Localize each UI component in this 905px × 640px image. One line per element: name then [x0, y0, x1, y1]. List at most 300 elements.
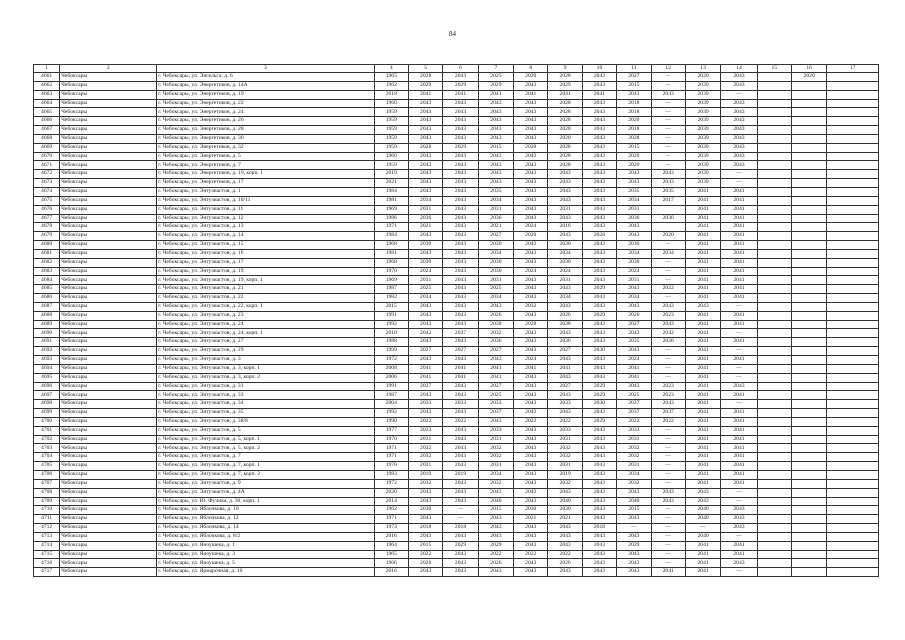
table-cell: 2043 — [617, 285, 651, 294]
table-cell: 2029 — [548, 81, 582, 90]
table-cell: 2028 — [548, 126, 582, 135]
table-cell: 2025 — [478, 391, 513, 400]
table-cell: Чебоксары — [60, 276, 157, 285]
table-cell: Чебоксары — [60, 90, 157, 99]
table-cell: Чебоксары — [60, 117, 157, 126]
table-cell: 2017 — [651, 196, 685, 205]
table-cell: 2043 — [514, 568, 548, 577]
table-cell: 1959 — [374, 143, 408, 152]
table-row — [34, 187, 879, 196]
table-cell: 2041 — [685, 426, 720, 435]
table-cell: 2043 — [514, 258, 548, 267]
table-cell: — — [651, 126, 685, 135]
table-cell — [791, 373, 826, 382]
table-cell: — — [721, 170, 757, 179]
table-cell: 2030 — [548, 241, 582, 250]
table-cell: Чебоксары — [60, 453, 157, 462]
table-cell: 2043 — [408, 126, 442, 135]
table-cell: 2043 — [408, 515, 442, 524]
table-cell: 2043 — [582, 462, 616, 471]
table-cell: 4673 — [34, 179, 60, 188]
table-cell: 2034 — [617, 196, 651, 205]
table-cell: 2031 — [408, 205, 442, 214]
table-cell: 2032 — [478, 479, 513, 488]
table-row — [34, 126, 879, 135]
table-row — [34, 515, 879, 524]
table-cell: 2031 — [478, 205, 513, 214]
table-cell: Чебоксары — [60, 426, 157, 435]
table-cell — [827, 506, 879, 515]
table-cell: 2043 — [548, 302, 582, 311]
table-cell: 2028 — [582, 232, 616, 241]
table-cell — [791, 382, 826, 391]
table-row — [34, 559, 879, 568]
table-cell: 2026 — [548, 311, 582, 320]
table-cell — [757, 382, 791, 391]
table-cell: 1970 — [374, 435, 408, 444]
table-cell: 2043 — [443, 488, 478, 497]
table-row — [34, 444, 879, 453]
table-cell: 2041 — [685, 479, 720, 488]
table-cell: 1965 — [374, 550, 408, 559]
table-cell: 2041 — [685, 391, 720, 400]
table-cell: 2018 — [582, 524, 616, 533]
table-cell — [827, 550, 879, 559]
table-cell: 2029 — [617, 541, 651, 550]
table-cell: 2037 — [617, 409, 651, 418]
table-cell: 4661 — [34, 73, 60, 82]
table-cell: 2043 — [443, 241, 478, 250]
table-cell: 2028 — [548, 99, 582, 108]
table-cell: 2041 — [685, 241, 720, 250]
table-cell: 2043 — [478, 356, 513, 365]
table-cell: 2043 — [408, 532, 442, 541]
table-cell: 2018 — [443, 524, 478, 533]
table-cell: 2032 — [408, 479, 442, 488]
table-cell: — — [721, 347, 757, 356]
table-cell: 2043 — [582, 99, 616, 108]
table-cell: 2018 — [617, 108, 651, 117]
table-cell: 4711 — [34, 515, 60, 524]
table-cell: 2041 — [721, 294, 757, 303]
table-cell: 2043 — [617, 347, 651, 356]
table-row — [34, 223, 879, 232]
table-cell: 2043 — [617, 382, 651, 391]
table-cell: — — [651, 276, 685, 285]
table-cell — [757, 417, 791, 426]
table-cell: г. Чебоксары, ул. Энтузиастов, д. 5, корп. 1 — [157, 435, 374, 444]
table-cell — [791, 170, 826, 179]
table-cell: 2043 — [408, 497, 442, 506]
table-cell: 2043 — [582, 532, 616, 541]
table-cell: 2029 — [443, 541, 478, 550]
table-cell: г. Чебоксары, ул. Энтузиастов, д. 13 — [157, 223, 374, 232]
table-cell: 2040 — [685, 506, 720, 515]
table-cell: 2028 — [408, 143, 442, 152]
table-cell: 2024 — [514, 223, 548, 232]
table-cell: 2041 — [721, 223, 757, 232]
table-cell: 2040 — [685, 515, 720, 524]
table-cell: 2043 — [721, 524, 757, 533]
table-cell: 1959 — [374, 126, 408, 135]
table-row — [34, 214, 879, 223]
table-cell: 1982 — [374, 294, 408, 303]
table-cell: 2037 — [478, 409, 513, 418]
table-cell — [827, 329, 879, 338]
table-cell: 2041 — [685, 214, 720, 223]
table-cell: 2043 — [651, 497, 685, 506]
table-cell: 2022 — [548, 417, 582, 426]
table-cell: 2029 — [478, 541, 513, 550]
table-cell: 2043 — [582, 320, 616, 329]
table-cell: 2043 — [721, 161, 757, 170]
table-cell: 2043 — [514, 338, 548, 347]
table-cell — [791, 285, 826, 294]
table-cell: 4672 — [34, 170, 60, 179]
housing-register-table — [33, 64, 879, 577]
table-cell: 2034 — [478, 249, 513, 258]
table-cell: 2043 — [721, 134, 757, 143]
table-cell: г. Чебоксары, ул. Энергетиков, д. 17 — [157, 179, 374, 188]
table-cell: 2022 — [514, 417, 548, 426]
table-cell: 2043 — [514, 99, 548, 108]
table-cell: 1962 — [374, 81, 408, 90]
table-cell — [757, 241, 791, 250]
table-cell: — — [721, 497, 757, 506]
table-cell: — — [651, 435, 685, 444]
table-cell: 2043 — [514, 347, 548, 356]
table-cell: 1970 — [374, 267, 408, 276]
table-cell: 2043 — [582, 196, 616, 205]
table-cell: Чебоксары — [60, 196, 157, 205]
table-cell: 2043 — [651, 90, 685, 99]
column-number: 2 — [60, 65, 157, 73]
table-row — [34, 179, 879, 188]
table-cell: 2043 — [408, 320, 442, 329]
table-cell: 2033 — [478, 426, 513, 435]
table-cell: 2030 — [548, 506, 582, 515]
table-cell: 2023 — [651, 382, 685, 391]
table-cell — [827, 515, 879, 524]
column-number: 3 — [157, 65, 374, 73]
table-cell: 2021 — [374, 179, 408, 188]
table-cell — [791, 311, 826, 320]
table-cell: г. Чебоксары, ул. Энтузиастов, д. 19 — [157, 267, 374, 276]
table-cell: 2024 — [514, 267, 548, 276]
table-cell: Чебоксары — [60, 338, 157, 347]
table-cell — [827, 241, 879, 250]
table-cell — [651, 205, 685, 214]
table-cell: 2043 — [548, 232, 582, 241]
table-cell: 2043 — [617, 302, 651, 311]
table-cell: 2043 — [514, 241, 548, 250]
table-cell — [757, 179, 791, 188]
table-cell: 2043 — [478, 302, 513, 311]
table-cell: 2043 — [548, 488, 582, 497]
table-cell: 2043 — [514, 373, 548, 382]
table-cell: 2039 — [685, 117, 720, 126]
table-cell: 2043 — [514, 400, 548, 409]
table-cell: 4693 — [34, 356, 60, 365]
table-cell: 2043 — [548, 329, 582, 338]
table-cell: 1984 — [374, 232, 408, 241]
table-row — [34, 462, 879, 471]
table-row — [34, 108, 879, 117]
table-cell: 4687 — [34, 302, 60, 311]
table-cell — [827, 187, 879, 196]
table-cell: 1973 — [374, 524, 408, 533]
table-cell: 2043 — [582, 550, 616, 559]
table-cell: 2029 — [582, 391, 616, 400]
table-cell: г. Чебоксары, ул. Энергетиков, д. 19 — [157, 90, 374, 99]
table-cell: 2043 — [548, 187, 582, 196]
table-cell: 2043 — [408, 488, 442, 497]
table-row — [34, 196, 879, 205]
table-cell: 2021 — [478, 223, 513, 232]
table-cell — [791, 205, 826, 214]
column-number: 13 — [685, 65, 720, 73]
table-cell — [827, 426, 879, 435]
table-cell — [827, 541, 879, 550]
table-cell: 2041 — [721, 470, 757, 479]
table-cell: 2026 — [548, 559, 582, 568]
table-cell — [827, 249, 879, 258]
table-cell: — — [651, 73, 685, 82]
table-cell: 2043 — [651, 302, 685, 311]
table-cell: — — [651, 267, 685, 276]
table-cell: 2043 — [582, 249, 616, 258]
column-number-row — [34, 65, 879, 73]
table-cell: 2043 — [582, 541, 616, 550]
table-cell — [827, 285, 879, 294]
table-cell: 2043 — [514, 249, 548, 258]
table-cell: 2040 — [478, 497, 513, 506]
table-cell: 2043 — [514, 409, 548, 418]
table-cell: 2032 — [617, 453, 651, 462]
table-cell: 2028 — [548, 161, 582, 170]
table-cell: 2028 — [548, 108, 582, 117]
table-cell — [827, 409, 879, 418]
table-cell: 2041 — [685, 347, 720, 356]
column-number: 9 — [548, 65, 582, 73]
table-cell: 4715 — [34, 550, 60, 559]
table-cell: 2033 — [408, 426, 442, 435]
table-cell: Чебоксары — [60, 417, 157, 426]
table-cell: г. Чебоксары, ул. Энтузиастов, д. 11 — [157, 205, 374, 214]
table-cell: 2043 — [651, 488, 685, 497]
table-cell: 2041 — [721, 435, 757, 444]
table-cell: 2041 — [617, 90, 651, 99]
table-cell: 1971 — [374, 444, 408, 453]
table-cell: 2043 — [548, 196, 582, 205]
table-cell: 2043 — [443, 462, 478, 471]
table-cell — [757, 143, 791, 152]
table-cell: 2031 — [408, 276, 442, 285]
table-cell: 1959 — [374, 134, 408, 143]
table-cell — [827, 568, 879, 577]
table-cell: 2032 — [408, 444, 442, 453]
table-cell: 4704 — [34, 453, 60, 462]
table-cell: 2041 — [685, 338, 720, 347]
table-cell: 2041 — [617, 364, 651, 373]
table-cell — [791, 214, 826, 223]
table-cell: г. Чебоксары, ул. Энтузиастов, д. 3 — [157, 356, 374, 365]
table-cell — [757, 329, 791, 338]
table-cell: 2040 — [548, 497, 582, 506]
table-cell: г. Чебоксары, ул. Энтузиастов, д. 7, корп. 1 — [157, 462, 374, 471]
table-cell — [791, 196, 826, 205]
table-cell: 2035 — [617, 338, 651, 347]
table-cell: 2041 — [721, 276, 757, 285]
table-cell — [757, 232, 791, 241]
table-cell: Чебоксары — [60, 205, 157, 214]
table-cell: 2043 — [478, 488, 513, 497]
table-cell: 2041 — [685, 276, 720, 285]
table-cell — [757, 462, 791, 471]
table-row — [34, 391, 879, 400]
table-cell: 1984 — [374, 187, 408, 196]
table-cell — [827, 99, 879, 108]
table-cell: 2043 — [443, 435, 478, 444]
table-cell: 2043 — [478, 515, 513, 524]
table-cell: 2037 — [651, 409, 685, 418]
table-cell: 2033 — [478, 400, 513, 409]
table-cell: 4689 — [34, 320, 60, 329]
table-cell: 2018 — [408, 524, 442, 533]
table-cell: г. Чебоксары, ул. Энтузиастов, д. 19, корп. 1 — [157, 276, 374, 285]
table-cell: 2031 — [617, 435, 651, 444]
table-cell: 2024 — [617, 356, 651, 365]
table-cell: 2029 — [582, 311, 616, 320]
table-cell: 1986 — [374, 214, 408, 223]
table-cell — [827, 117, 879, 126]
table-cell: 2020 — [374, 488, 408, 497]
table-cell: 2043 — [514, 479, 548, 488]
table-cell — [757, 214, 791, 223]
table-cell: — — [651, 294, 685, 303]
table-cell: г. Чебоксары, ул. Ярмарочная, д. 10 — [157, 568, 374, 577]
table-cell: 2020 — [514, 232, 548, 241]
table-cell: 2043 — [443, 479, 478, 488]
table-cell: — — [721, 400, 757, 409]
table-cell: — — [721, 488, 757, 497]
table-cell: 2030 — [617, 241, 651, 250]
table-cell: Чебоксары — [60, 161, 157, 170]
table-cell: Чебоксары — [60, 532, 157, 541]
table-cell: 2039 — [685, 108, 720, 117]
table-cell: Чебоксары — [60, 435, 157, 444]
table-cell: 1981 — [374, 196, 408, 205]
table-cell: 2031 — [617, 462, 651, 471]
table-cell: 2041 — [685, 232, 720, 241]
table-cell — [827, 470, 879, 479]
table-cell: 2043 — [582, 506, 616, 515]
table-cell — [791, 117, 826, 126]
table-cell — [791, 161, 826, 170]
table-cell: 2036 — [651, 214, 685, 223]
table-cell: 2043 — [443, 99, 478, 108]
table-cell: 2043 — [408, 356, 442, 365]
table-cell: 2043 — [582, 258, 616, 267]
table-cell — [791, 126, 826, 135]
table-cell: г. Чебоксары, ул. Энергетиков, д. 30 — [157, 134, 374, 143]
table-cell — [827, 356, 879, 365]
table-cell: 2043 — [443, 356, 478, 365]
table-cell — [757, 400, 791, 409]
table-cell: 2019 — [374, 170, 408, 179]
table-cell: Чебоксары — [60, 568, 157, 577]
table-cell: 2034 — [617, 294, 651, 303]
table-cell — [757, 223, 791, 232]
table-cell: г. Чебоксары, ул. Яблочкова, д. 14 — [157, 524, 374, 533]
table-cell: 2043 — [443, 73, 478, 82]
table-cell: 2043 — [408, 99, 442, 108]
table-cell: 2015 — [374, 302, 408, 311]
table-cell — [827, 294, 879, 303]
table-cell: 4706 — [34, 470, 60, 479]
table-cell: 2016 — [374, 532, 408, 541]
table-cell: — — [617, 524, 651, 533]
table-cell: Чебоксары — [60, 479, 157, 488]
table-cell: 2043 — [582, 214, 616, 223]
table-cell: 2041 — [721, 550, 757, 559]
table-cell: 2043 — [478, 524, 513, 533]
table-cell: 2043 — [478, 532, 513, 541]
table-cell: 2043 — [408, 134, 442, 143]
table-cell: 2043 — [478, 126, 513, 135]
table-cell: 2043 — [443, 320, 478, 329]
table-cell: 2032 — [478, 444, 513, 453]
table-cell: 2043 — [582, 435, 616, 444]
table-cell: 2030 — [478, 267, 513, 276]
table-cell: 2039 — [685, 170, 720, 179]
table-cell: — — [651, 241, 685, 250]
table-cell: 2043 — [514, 276, 548, 285]
table-cell: 2043 — [721, 126, 757, 135]
table-cell — [791, 276, 826, 285]
table-cell: 2043 — [514, 444, 548, 453]
table-cell: Чебоксары — [60, 143, 157, 152]
table-row — [34, 170, 879, 179]
table-cell: 4686 — [34, 294, 60, 303]
table-cell: — — [651, 470, 685, 479]
table-cell — [757, 311, 791, 320]
table-cell: 2043 — [478, 134, 513, 143]
table-cell: 2041 — [443, 90, 478, 99]
table-cell: 2043 — [582, 479, 616, 488]
table-cell: 1972 — [374, 479, 408, 488]
table-cell: 2043 — [514, 532, 548, 541]
table-cell: 2041 — [651, 568, 685, 577]
table-cell: 2027 — [443, 347, 478, 356]
table-cell: 2034 — [478, 294, 513, 303]
table-cell — [757, 302, 791, 311]
table-cell: г. Чебоксары, ул. Ю. Фучика, д. 30, корп. 1 — [157, 497, 374, 506]
table-cell — [757, 497, 791, 506]
table-cell: — — [721, 364, 757, 373]
table-cell: 2018 — [617, 99, 651, 108]
table-cell — [791, 267, 826, 276]
table-cell: Чебоксары — [60, 462, 157, 471]
table-cell: 2028 — [548, 143, 582, 152]
table-cell: 2029 — [443, 143, 478, 152]
table-cell: 2027 — [548, 382, 582, 391]
table-cell: 2043 — [514, 126, 548, 135]
table-cell: 2043 — [408, 117, 442, 126]
table-cell: 4678 — [34, 223, 60, 232]
table-cell: г. Чебоксары, ул. Энтузиастов, д. 27 — [157, 338, 374, 347]
table-cell: 2039 — [685, 179, 720, 188]
